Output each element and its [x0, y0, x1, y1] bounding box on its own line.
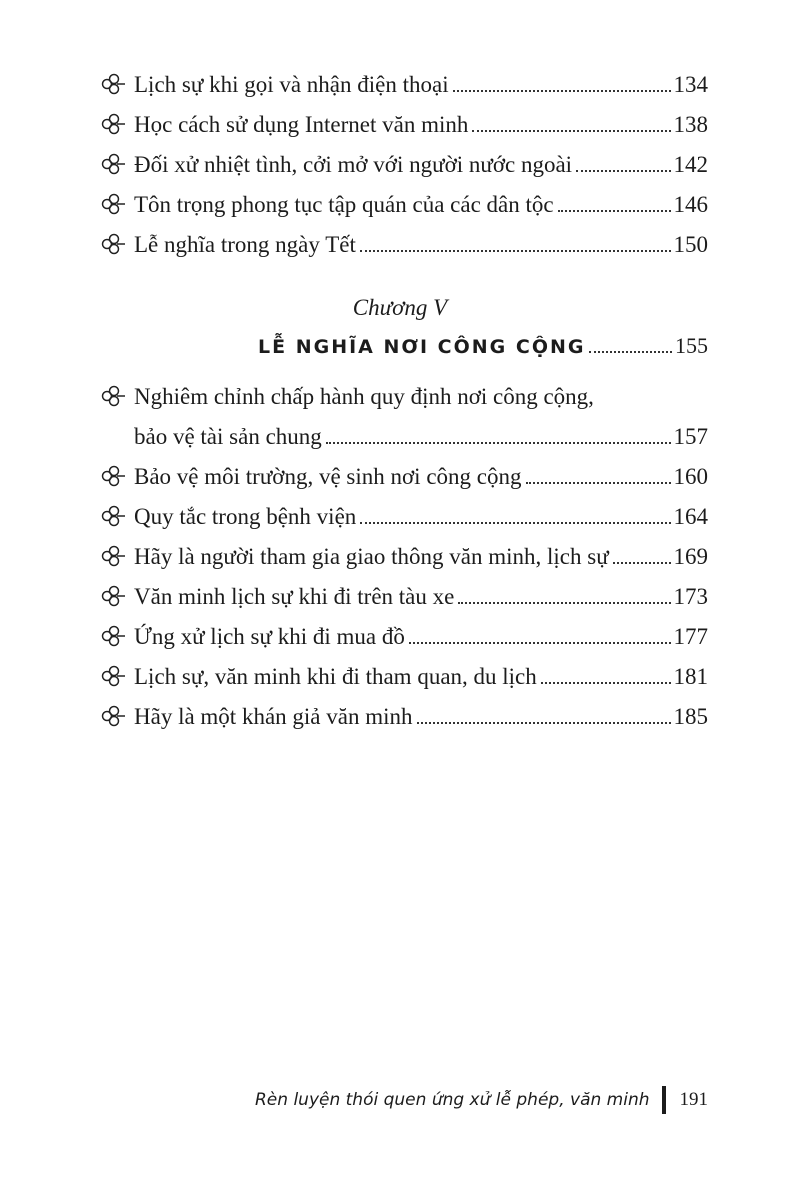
clover-ornament-icon	[100, 73, 134, 95]
toc-entry[interactable]	[100, 502, 708, 542]
toc-entry-title: Lịch sự khi gọi và nhận điện thoại	[134, 72, 449, 97]
chapter-heading-page: 155	[675, 333, 708, 358]
toc-entry-title: Học cách sử dụng Internet văn minh	[134, 112, 469, 137]
clover-ornament-icon	[100, 625, 134, 647]
toc-entry[interactable]	[100, 150, 708, 190]
page-footer	[255, 1086, 708, 1114]
running-title: Rèn luyện thói quen ứng xử lễ phép, văn minh	[255, 1090, 650, 1110]
toc-entry-page: 181	[673, 664, 708, 689]
chapter-heading-title: LỄ NGHĨA NƠI CÔNG CỘNG	[258, 336, 586, 358]
dot-leader	[472, 130, 670, 132]
page-number: 191	[679, 1089, 708, 1110]
toc-entry-title: Quy tắc trong bệnh viện	[134, 504, 357, 529]
chapter-heading[interactable]	[258, 333, 708, 360]
clover-ornament-icon	[100, 193, 134, 215]
dot-leader	[360, 250, 671, 252]
dot-leader	[360, 522, 670, 524]
toc-entry-page: 185	[673, 704, 708, 729]
dot-leader	[613, 562, 671, 564]
dot-leader	[458, 602, 670, 604]
toc-entry[interactable]	[100, 110, 708, 150]
dot-leader	[417, 722, 671, 724]
toc-entry-title: Tôn trọng phong tục tập quán của các dân tộc	[134, 192, 554, 217]
toc-entry-title: Bảo vệ môi trường, vệ sinh nơi công cộng	[134, 464, 522, 489]
toc-entry[interactable]	[100, 382, 708, 462]
footer-divider	[662, 1086, 666, 1114]
toc-entry-title-line1: Nghiêm chỉnh chấp hành quy định nơi công cộng,	[134, 384, 594, 409]
chapter-label: Chương V	[352, 295, 448, 320]
toc-entry-title: Lịch sự, văn minh khi đi tham quan, du lịch	[134, 664, 537, 689]
toc-entry-page: 169	[673, 544, 708, 569]
toc-entry-page: 164	[673, 504, 708, 529]
toc-entry[interactable]	[100, 70, 708, 110]
clover-ornament-icon	[100, 585, 134, 607]
toc-entry[interactable]	[100, 190, 708, 230]
toc-entry-title: bảo vệ tài sản chung	[134, 424, 322, 449]
toc-entry-page: 142	[673, 152, 708, 177]
clover-ornament-icon	[100, 153, 134, 175]
toc-entry[interactable]	[100, 622, 708, 662]
toc-entry-title: Ứng xử lịch sự khi đi mua đồ	[134, 624, 405, 649]
toc-entry[interactable]	[100, 542, 708, 582]
toc-entry[interactable]	[100, 702, 708, 742]
toc-entry-page: 134	[673, 72, 708, 97]
toc-entry-title: Lễ nghĩa trong ngày Tết	[134, 232, 356, 257]
clover-ornament-icon	[100, 233, 134, 255]
toc-entry-title: Văn minh lịch sự khi đi trên tàu xe	[134, 584, 455, 609]
dot-leader	[589, 351, 672, 353]
toc-entry-title: Hãy là một khán giả văn minh	[134, 704, 413, 729]
dot-leader	[541, 682, 671, 684]
toc-entry-page: 150	[673, 232, 708, 257]
toc-entry-page: 160	[673, 464, 708, 489]
toc-entry-page: 157	[673, 424, 708, 449]
toc-entry[interactable]	[100, 582, 708, 622]
clover-ornament-icon	[100, 665, 134, 687]
dot-leader	[558, 210, 671, 212]
toc-entry-page: 146	[673, 192, 708, 217]
toc-entry-page: 173	[673, 584, 708, 609]
toc-entry[interactable]	[100, 662, 708, 702]
clover-ornament-icon	[100, 385, 134, 407]
clover-ornament-icon	[100, 505, 134, 527]
clover-ornament-icon	[100, 113, 134, 135]
clover-ornament-icon	[100, 705, 134, 727]
toc-entry[interactable]	[100, 230, 708, 270]
clover-ornament-icon	[100, 545, 134, 567]
toc-entry-title: Đối xử nhiệt tình, cởi mở với người nước ngoài	[134, 152, 573, 177]
toc-entry-page: 177	[673, 624, 708, 649]
toc-entry[interactable]	[100, 462, 708, 502]
dot-leader	[526, 482, 671, 484]
dot-leader	[409, 642, 671, 644]
toc-entry-page: 138	[673, 112, 708, 137]
dot-leader	[326, 442, 671, 444]
toc-entry-title: Hãy là người tham gia giao thông văn minh, lịch sự	[134, 544, 609, 569]
clover-ornament-icon	[100, 465, 134, 487]
dot-leader	[576, 170, 670, 172]
dot-leader	[453, 90, 671, 92]
